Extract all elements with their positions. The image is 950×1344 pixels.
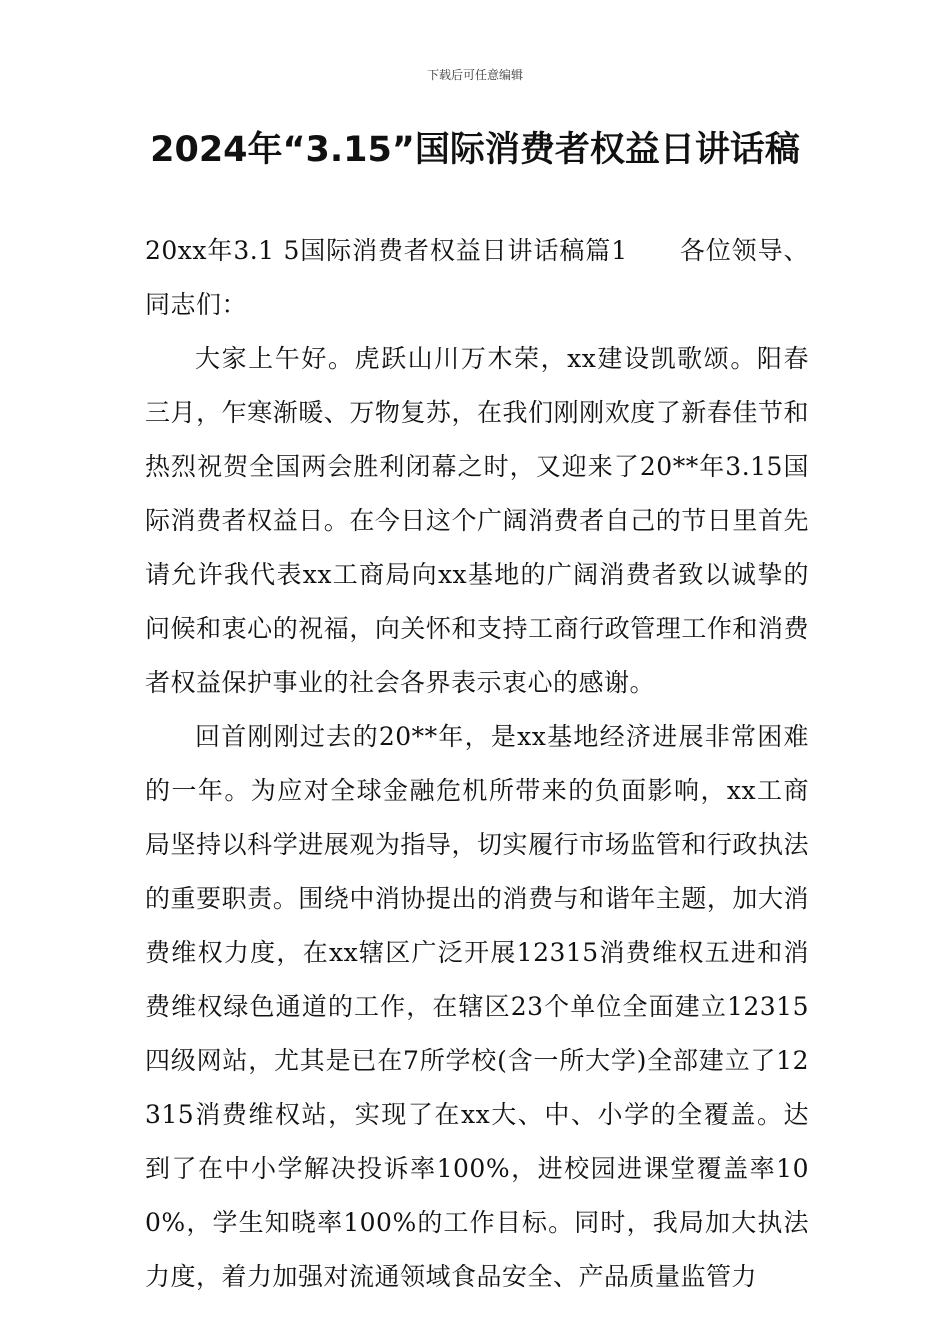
paragraph-review: 回首刚刚过去的20**年，是xx基地经济进展非常困难的一年。为应对全球金融危机所带来的负面影响，xx工商局坚持以科学进展观为指导，切实履行市场监管和行政执法的重要职责。围绕中消协提出的消费与和谐年主题，加大消费维权力度，在xx辖区广泛开展12315消费维权五进和消费维权绿色通道的工作，在辖区23个单位全面建立12315四级网站，尤其是已在7所学校(含一所大学)全部建立了12315消费维权站，实现了在xx大、中、小学的全覆盖。达到了在中小学解决投诉率100%，进校园进课堂覆盖率100%，学生知晓率100%的工作目标。同时，我局加大执法力度，着力加强对流通领域食品安全、产品质量监管力 (145, 722, 809, 1291)
page-header-note: 下载后可任意编辑 (426, 68, 523, 82)
document-title: 2024年“3.15”国际消费者权益日讲话稿 (150, 130, 800, 170)
paragraph-greeting: 大家上午好。虎跃山川万木荣，xx建设凯歌颂。阳春三月，乍寒渐暖、万物复苏，在我们刚刚欢度了新春佳节和热烈祝贺全国两会胜利闭幕之时，又迎来了20**年3.15国际消费者权益日。在今日这个广阔消费者自己的节日里首先请允许我代表xx工商局向xx基地的广阔消费者致以诚挚的问候和衷心的祝福，向关怀和支持工商行政管理工作和消费者权益保护事业的社会各界表示衷心的感谢。 (145, 344, 809, 697)
document-body (145, 224, 809, 1304)
paragraph-intro: 20xx年3.1 5国际消费者权益日讲话稿篇1 各位领导、同志们： (145, 236, 809, 319)
